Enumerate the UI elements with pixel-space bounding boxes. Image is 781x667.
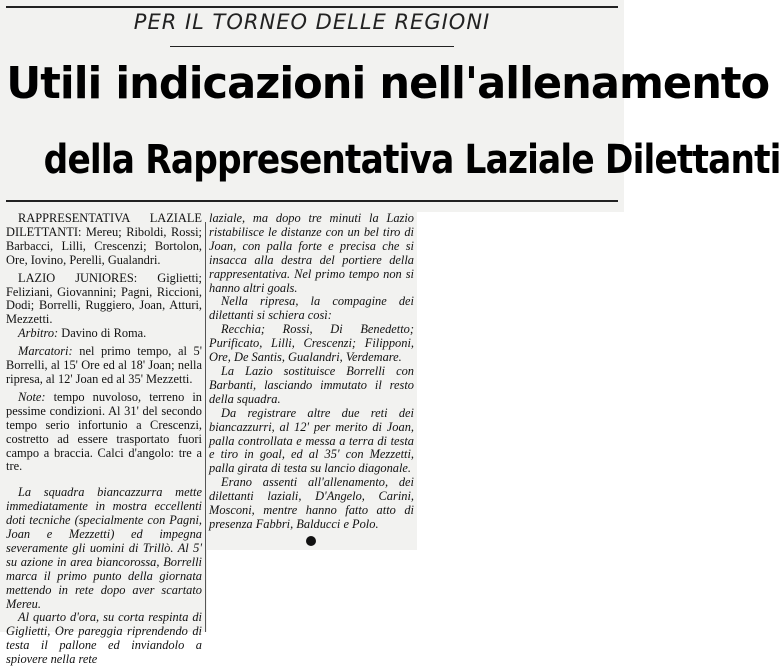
headline-line-2: della Rappresentativa Laziale Dilettanti [43, 137, 781, 183]
blank-area-lower [207, 550, 417, 650]
lineup-dilettanti: RAPPRESENTATIVA LAZIALE DILETTANTI: Mereu; Riboldi, Rossi; Barbacci, Lilli, Crescenzi; Bortolon, Ore, Iovino, Perelli, Gualandri. [6, 211, 202, 267]
column-1 [6, 212, 202, 667]
notes-text: tempo nuvoloso, terreno in pessime condizioni. Al 31' del secondo tempo serio infortunio a Crescenzi, costretto ad essere trasportato fuori campo a braccia. Calci d'angolo: tre a tre. [6, 389, 202, 474]
report-paragraph-5: La Lazio sostituisce Borrelli con Barbanti, lasciando immutato il resto della squadra. [209, 363, 414, 406]
headline-bottom-rule [6, 200, 618, 202]
end-of-article-dot [306, 536, 316, 546]
report-paragraph-1: La squadra biancazzurra mette immediatamente in mostra eccellenti doti tecniche (specialmente con Pagni, Joan e Mezzetti) ed impegna severamente gli uomini di Trillò. Al 5' su azione in area biancorossa, Borrelli marca il primo punto della giornata mettendo in rete dopo aver scartato Mereu. [6, 485, 202, 611]
referee-label: Arbitro: [18, 326, 59, 341]
report-paragraph-4: Nella ripresa, la compagine dei dilettanti si schiera così: [209, 294, 414, 323]
report-paragraph-2: Al quarto d'ora, su corta respinta di Giglietti, Ore pareggia riprendendo di testa il pallone ed inviandolo a spiovere nella rete [6, 610, 202, 667]
report-paragraph-7: Erano assenti all'allenamento, dei dilettanti laziali, D'Angelo, Carini, Mosconi, mentre hanno fatto atto di presenza Fabbri, Balducci e Polo. [209, 475, 414, 531]
report-paragraph-3: laziale, ma dopo tre minuti la Lazio ristabilisce le distanze con un bel tiro di Joan, con palla forte e precisa che si insacca alla destra del portiere della rappresentativa. Nel primo tempo non si hanno altri goals. [209, 211, 414, 295]
referee-line [6, 327, 202, 341]
notes-label: Note: [18, 389, 46, 404]
top-rule [6, 6, 618, 8]
blank-area-right [417, 212, 624, 632]
kicker: PER IL TORNEO DELLE REGIONI [133, 10, 491, 34]
kicker-rule [170, 46, 454, 47]
second-half-lineup: Recchia; Rossi, Di Benedetto; Purificato, Lilli, Crescenzi; Filipponi, Ore, De Santis, Gualandri, Verdemare. [209, 322, 414, 365]
column-2 [209, 212, 414, 532]
notes-line [6, 391, 202, 474]
lineup-lazio-juniores: LAZIO JUNIORES: Giglietti; Feliziani, Giovannini; Pagni, Riccioni, Dodi; Borrelli, Ruggiero, Joan, Atturi, Mezzetti. [6, 270, 202, 327]
column-divider [205, 222, 206, 632]
referee-text: Davino di Roma. [58, 326, 147, 341]
headline-line-1: Utili indicazioni nell'allenamento [6, 58, 770, 109]
report-paragraph-6: Da registrare altre due reti dei biancazzurri, al 12' per merito di Joan, palla controllata e messa a terra di testa e tiro in goal, ed al 35' con Mezzetti, palla girata di testa su lancio diagonale. [209, 405, 414, 476]
scorers-label: Marcatori: [18, 344, 73, 359]
scorers-text: nel primo tempo, al 5' Borrelli, al 15' Ore ed al 18' Joan; nella ripresa, al 12' Joan ed al 35' Mezzetti. [6, 344, 202, 386]
scorers-line [6, 345, 202, 387]
